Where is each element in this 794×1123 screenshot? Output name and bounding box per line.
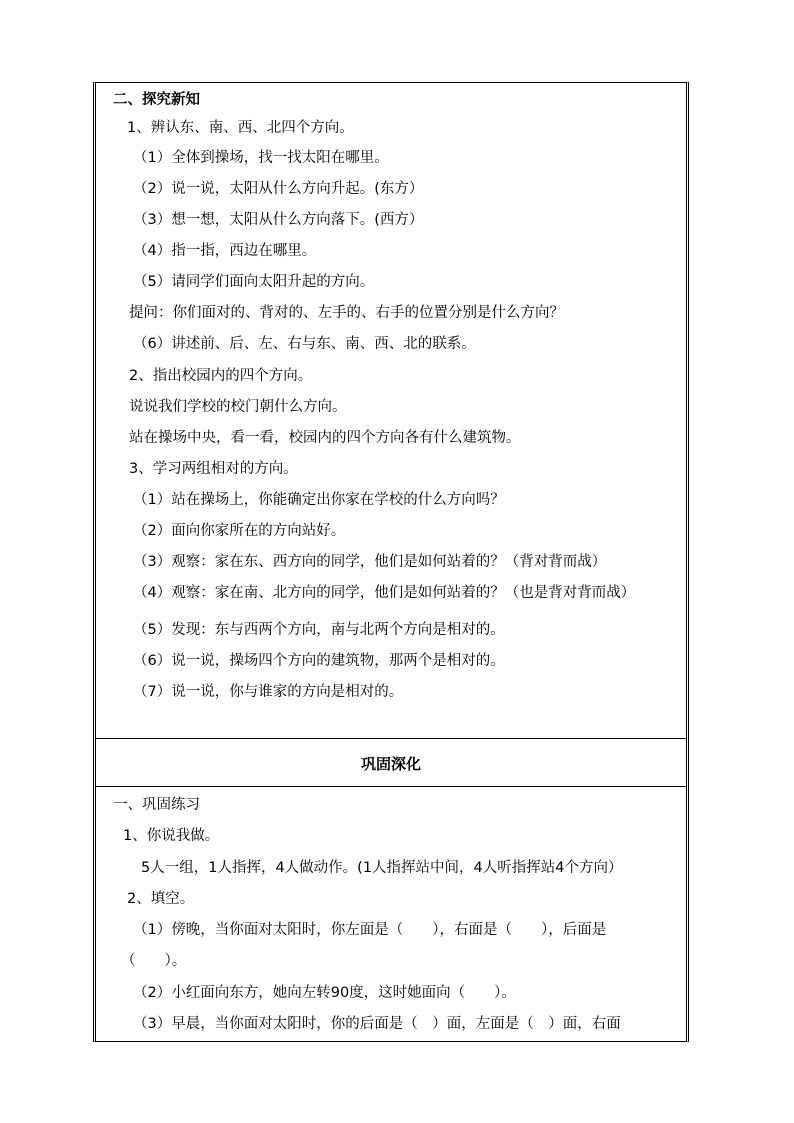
text-line: （4）指一指，西边在哪里。 [133, 243, 317, 259]
text-line: （2）面向你家所在的方向站好。 [133, 523, 346, 539]
section-title: 巩固深化 [360, 755, 421, 773]
text-line: 1、辨认东、南、西、北四个方向。 [127, 120, 354, 136]
text-line: 说说我们学校的校门朝什么方向。 [129, 399, 347, 415]
text-line: （3）早晨，当你面对太阳时，你的后面是（ ）面，左面是（ ）面，右面 [133, 1016, 621, 1032]
text-line: （7）说一说，你与谁家的方向是相对的。 [133, 684, 404, 700]
text-line: （1）傍晚，当你面对太阳时，你左面是（ ），右面是（ ），后面是 [133, 922, 607, 938]
text-line: （4）观察：家在南、北方向的同学，他们是如何站着的？（也是背对背而战） [133, 585, 636, 601]
text-line: 2、指出校园内的四个方向。 [129, 368, 313, 384]
text-line: （1）站在操场上，你能确定出你家在学校的什么方向吗？ [133, 492, 505, 508]
text-line: （3）想一想，太阳从什么方向落下。(西方） [133, 212, 424, 228]
row-divider-top [96, 738, 686, 739]
text-line: （5）请同学们面向太阳升起的方向。 [133, 274, 375, 290]
text-line: 3、学习两组相对的方向。 [129, 461, 298, 477]
text-line: 1、你说我做。 [123, 828, 220, 844]
text-line: 站在操场中央，看一看，校园内的四个方向各有什么建筑物。 [129, 430, 521, 446]
section-heading: 二、探究新知 [113, 92, 200, 108]
text-line: （2）小红面向东方，她向左转90度，这时她面向（ ）。 [133, 985, 516, 1001]
text-line: （1）全体到操场，找一找太阳在哪里。 [133, 150, 389, 166]
text-line: 2、填空。 [127, 891, 195, 907]
text-line: （2）说一说，太阳从什么方向升起。(东方） [133, 181, 424, 197]
text-line: 5人一组，1人指挥，4人做动作。(1人指挥站中间，4人听指挥站4个方向） [141, 860, 623, 876]
text-line: （6）说一说，操场四个方向的建筑物，那两个是相对的。 [133, 653, 505, 669]
text-line: （6）讲述前、后、左、右与东、南、西、北的联系。 [133, 336, 476, 352]
text-line: （ ）。 [121, 953, 187, 969]
text-line: （3）观察：家在东、西方向的同学，他们是如何站着的？（背对背而战） [133, 554, 607, 570]
text-line: （5）发现：东与西两个方向，南与北两个方向是相对的。 [133, 622, 505, 638]
row-divider-bottom [96, 786, 686, 787]
text-line: 提问：你们面对的、背对的、左手的、右手的位置分别是什么方向？ [129, 305, 564, 321]
section-heading: 一、巩固练习 [113, 797, 200, 813]
